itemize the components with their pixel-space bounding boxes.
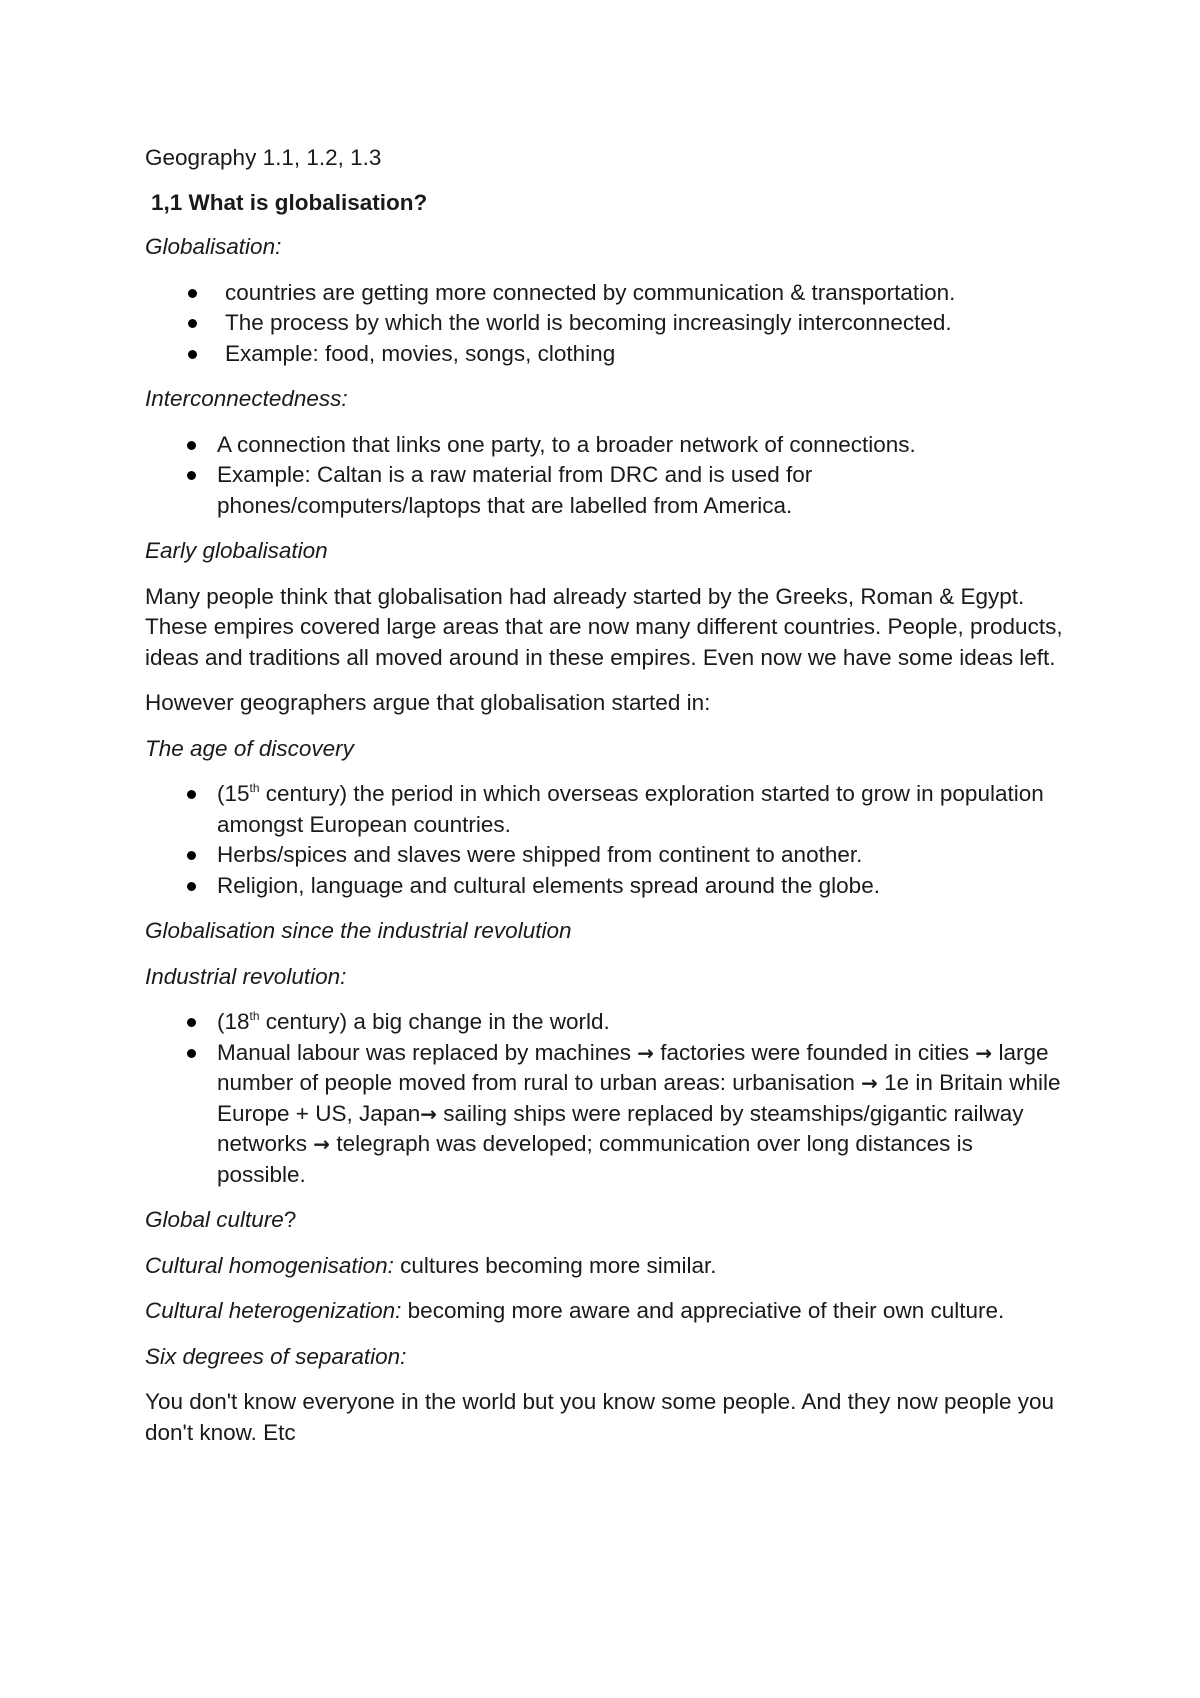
age-of-discovery-list (145, 779, 1065, 901)
early-globalisation-label: Early globalisation (145, 538, 328, 563)
superscript: th (249, 1009, 260, 1023)
bullet-icon (188, 350, 197, 359)
list-item (145, 1007, 1065, 1038)
heterogenization-label: Cultural heterogenization: (145, 1298, 402, 1323)
list-item-text: telegraph was developed; communication over long distances is possible. (217, 1131, 973, 1187)
list-item (145, 840, 1065, 871)
list-item (145, 1038, 1065, 1191)
list-item-text: The process by which the world is becoming increasingly interconnected. (225, 310, 952, 335)
document-title: Geography 1.1, 1.2, 1.3 (145, 145, 382, 170)
arrow-right-icon: → (420, 1101, 438, 1126)
age-of-discovery-label: The age of discovery (145, 735, 354, 761)
interconnectedness-list (145, 430, 1065, 522)
list-item (145, 430, 1065, 461)
bullet-icon (187, 1018, 196, 1027)
bullet-icon (187, 471, 196, 480)
arrow-right-icon: → (975, 1040, 993, 1065)
heterogenization-line (145, 1296, 1065, 1327)
bullet-icon (187, 1049, 196, 1058)
list-item (145, 308, 1065, 339)
interconnectedness-label: Interconnectedness: (145, 386, 348, 411)
list-item-text: Example: food, movies, songs, clothing (225, 340, 616, 366)
section-heading: 1,1 What is globalisation? (151, 189, 428, 215)
six-degrees-label: Six degrees of separation: (145, 1343, 407, 1369)
list-item-text: large number of people moved from rural to urban areas: urbanisation (217, 1039, 1049, 1095)
industrial-heading: Globalisation since the industrial revolution (145, 918, 572, 943)
list-item-text: 1e in Britain while Europe + US, Japan (217, 1070, 1061, 1126)
globalisation-list (145, 278, 1065, 370)
arrow-right-icon: → (861, 1071, 878, 1095)
list-item-text: century) the period in which overseas exploration started to grow in population amongst European countries. (217, 781, 1044, 837)
list-item-text: countries are getting more connected by communication & transportation. (225, 279, 956, 305)
list-item (145, 460, 1065, 521)
bullet-icon (188, 289, 197, 298)
question-mark: ? (283, 1207, 297, 1232)
industrial-revolution-list (145, 1007, 1065, 1190)
bullet-icon (187, 851, 196, 860)
bullet-icon (187, 882, 196, 891)
global-culture-line (145, 1205, 1065, 1236)
list-item-text: Example: Caltan is a raw material from DRC and is used for phones/computers/laptops that are labelled from America. (217, 462, 813, 518)
list-item-text-prefix: (18 (217, 1009, 250, 1034)
globalisation-label: Globalisation: (145, 234, 282, 259)
list-item-text-prefix: (15 (217, 781, 250, 806)
homogenisation-label: Cultural homogenisation: (145, 1252, 394, 1278)
list-item-text: sailing ships were replaced by steamships/gigantic railway networks (217, 1100, 1024, 1156)
list-item-text: Religion, language and cultural elements spread around the globe. (217, 872, 880, 898)
bullet-icon (188, 319, 197, 328)
list-item-text: A connection that links one party, to a broader network of connections. (217, 431, 916, 457)
industrial-revolution-label: Industrial revolution: (145, 963, 347, 989)
arrow-right-icon: → (637, 1040, 654, 1065)
superscript: th (249, 781, 260, 795)
list-item (145, 339, 1065, 370)
arrow-right-icon: → (313, 1132, 331, 1156)
list-item-text: Herbs/spices and slaves were shipped from continent to another. (217, 842, 863, 867)
global-culture-label: Global culture (145, 1207, 284, 1232)
bullet-icon (187, 790, 196, 799)
homogenisation-line (145, 1251, 1065, 1282)
bullet-icon (187, 441, 196, 450)
list-item (145, 278, 1065, 309)
document-page (145, 143, 1065, 1463)
early-globalisation-paragraph: Many people think that globalisation had already started by the Greeks, Roman & Egypt. These empires covered large areas that are now many different countries. People, products, ideas and traditions all moved around in these empires. Even now we have some ideas left. (145, 583, 1063, 670)
list-item-text: century) a big change in the world. (259, 1009, 610, 1034)
list-item (145, 779, 1065, 840)
list-item-text: Manual labour was replaced by machines (217, 1039, 638, 1065)
list-item-text: factories were founded in cities (654, 1039, 976, 1065)
heterogenization-text: becoming more aware and appreciative of their own culture. (401, 1298, 1005, 1323)
homogenisation-text: cultures becoming more similar. (393, 1252, 717, 1278)
however-paragraph: However geographers argue that globalisation started in: (145, 690, 711, 715)
six-degrees-paragraph: You don't know everyone in the world but you know some people. And they now people you don't know. Etc (145, 1389, 1055, 1445)
list-item (145, 871, 1065, 902)
